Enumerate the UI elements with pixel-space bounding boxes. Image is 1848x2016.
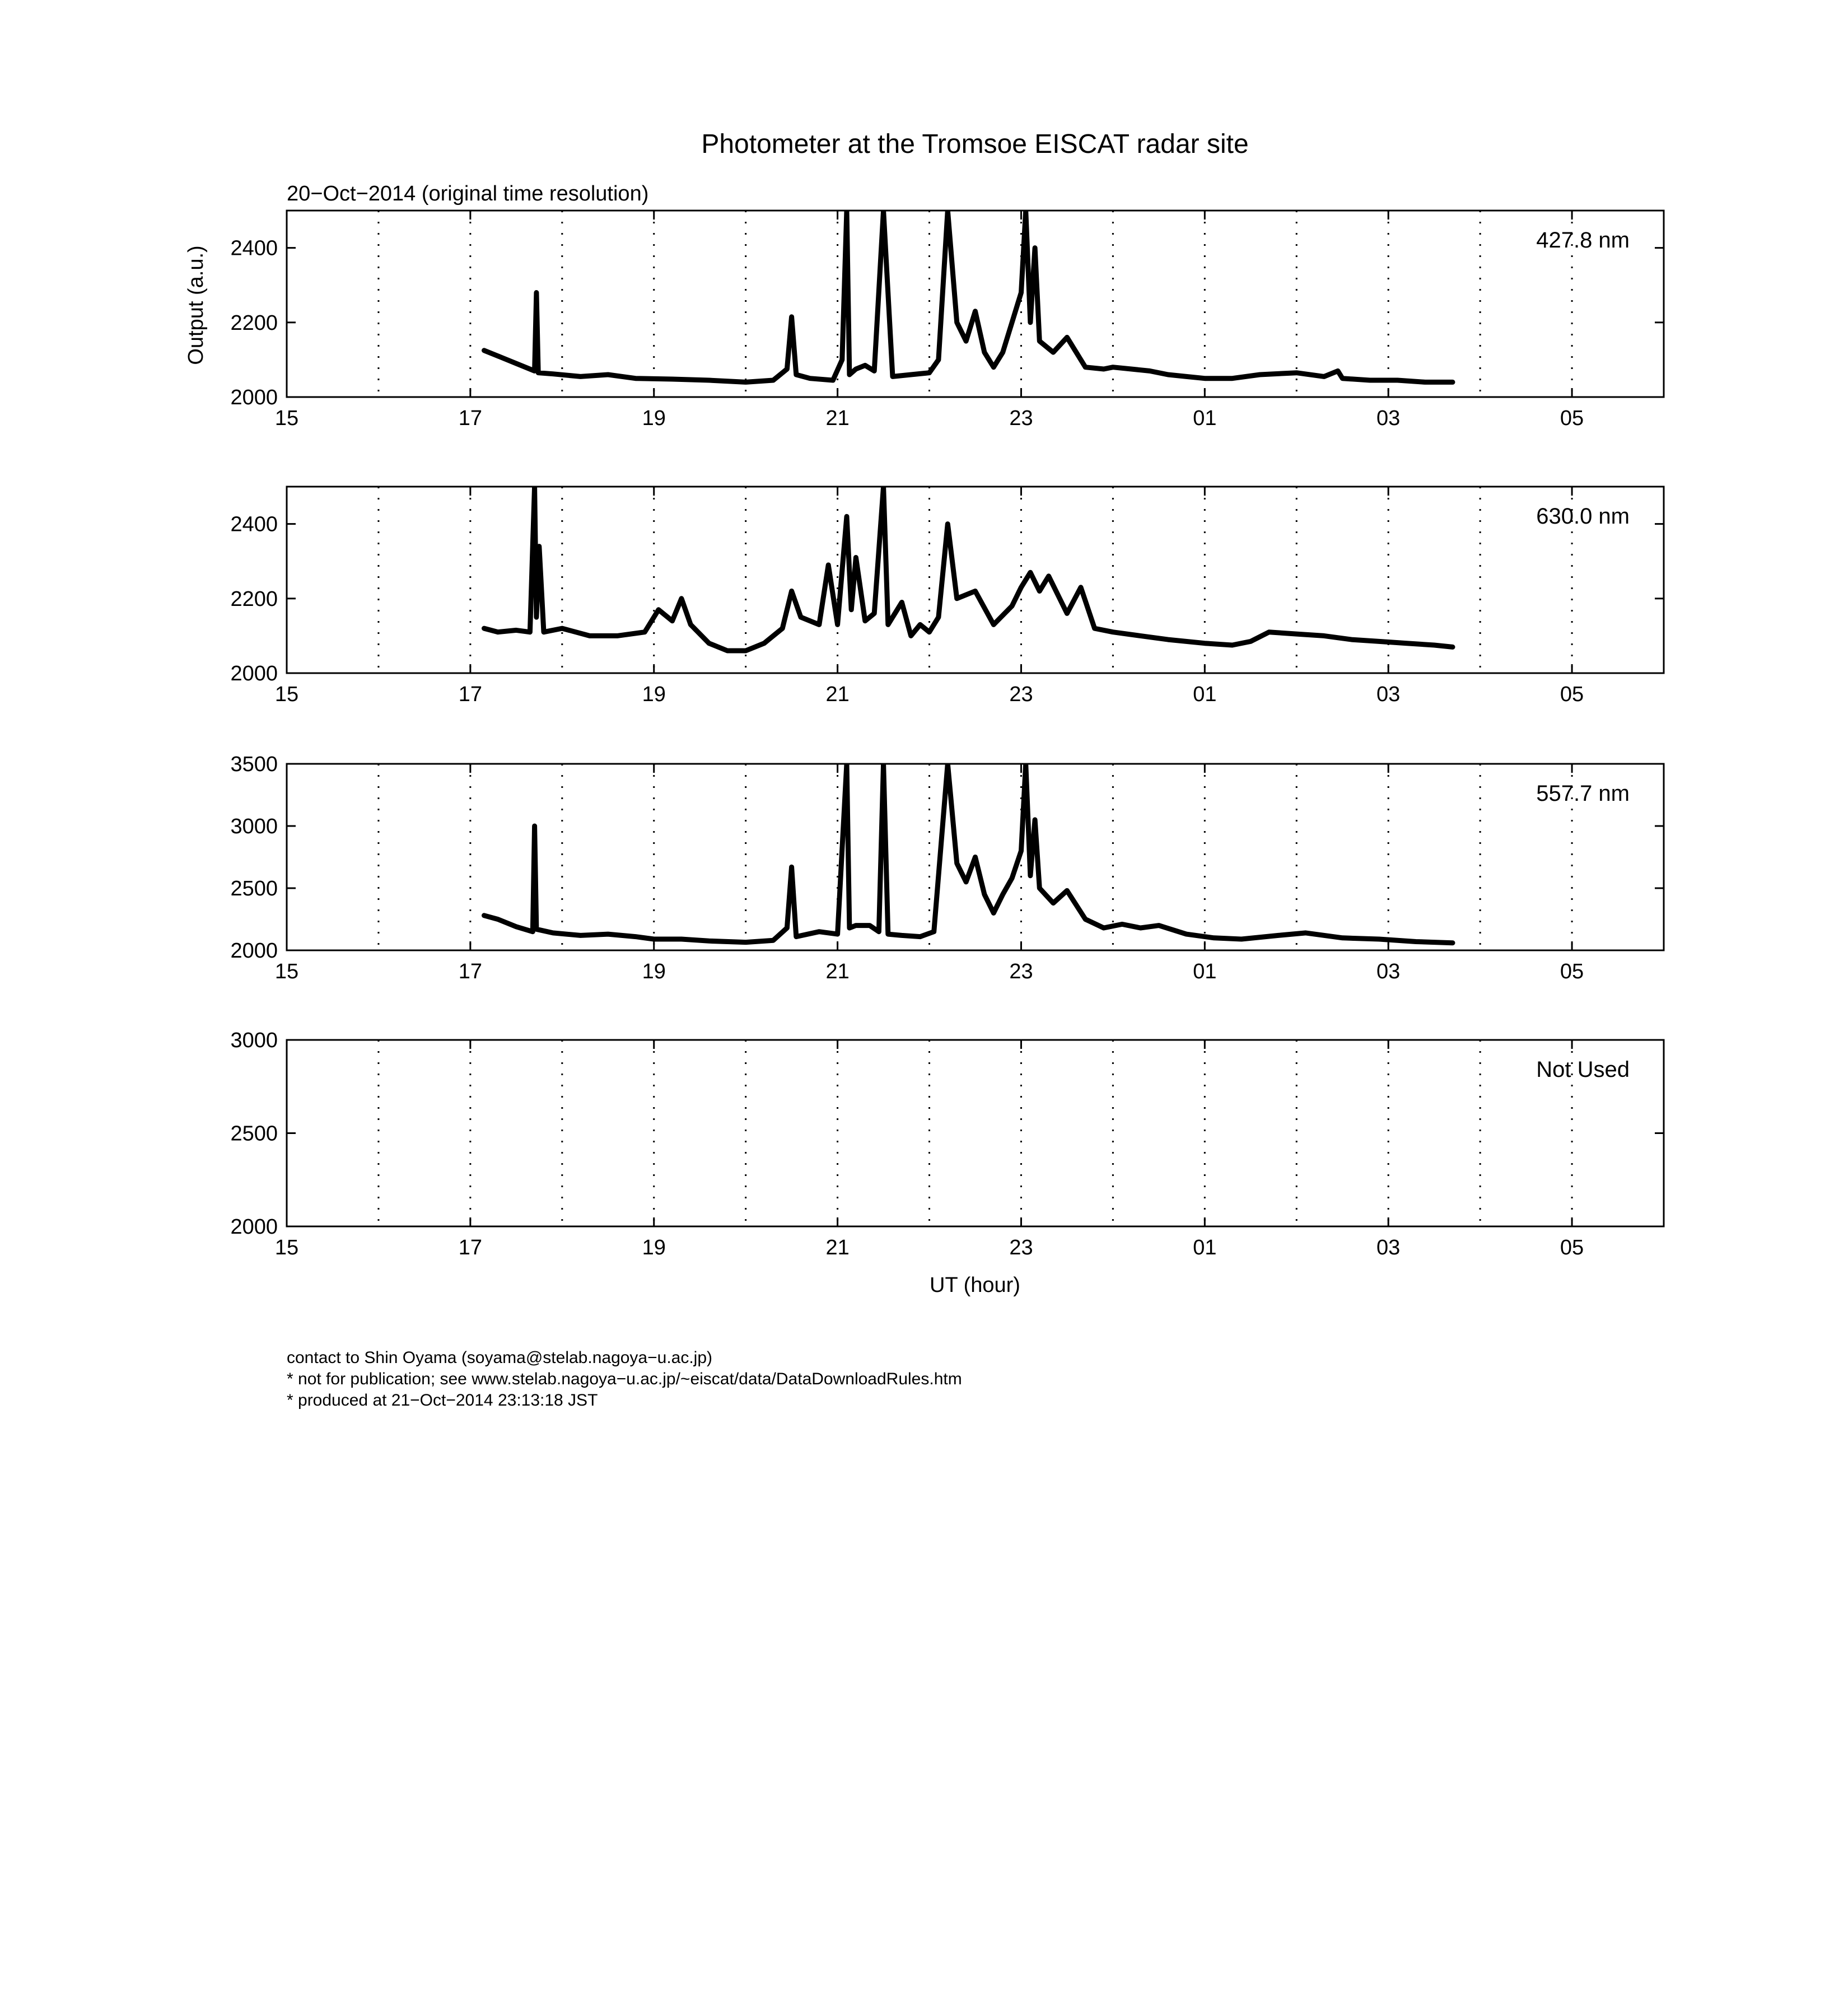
x-tick-label: 23	[1009, 683, 1033, 706]
channel-label: 630.0 nm	[1536, 504, 1630, 529]
panel-frame	[287, 211, 1664, 397]
channel-label: Not Used	[1536, 1057, 1630, 1082]
series-line-2-1	[484, 487, 1453, 651]
y-tick-label: 3500	[230, 753, 278, 776]
x-tick-label: 05	[1560, 407, 1584, 430]
x-tick-label: 15	[274, 683, 299, 706]
y-tick-label: 2000	[230, 939, 278, 963]
y-tick-label: 2000	[230, 662, 278, 685]
y-tick-label: 2000	[230, 1215, 278, 1239]
series-line-3-1	[484, 764, 1453, 943]
x-tick-label: 15	[274, 960, 299, 983]
channel-label: 557.7 nm	[1536, 781, 1630, 806]
panel-3	[230, 753, 1664, 983]
x-axis-label: UT (hour)	[930, 1273, 1020, 1297]
x-tick-label: 21	[825, 407, 850, 430]
channel-label: 427.8 nm	[1536, 228, 1630, 253]
x-tick-label: 03	[1376, 407, 1401, 430]
x-tick-label: 23	[1009, 1236, 1033, 1259]
footer-produced-note: * produced at 21−Oct−2014 23:13:18 JST	[287, 1391, 598, 1410]
y-tick-label: 2200	[230, 311, 278, 335]
x-tick-label: 19	[642, 960, 666, 983]
x-tick-label: 01	[1193, 407, 1217, 430]
series-line-1-1	[484, 211, 1453, 382]
figure-title: Photometer at the Tromsoe EISCAT radar site	[701, 129, 1249, 159]
x-tick-label: 03	[1376, 683, 1401, 706]
y-tick-label: 2500	[230, 877, 278, 900]
x-tick-label: 17	[458, 960, 483, 983]
x-tick-label: 23	[1009, 407, 1033, 430]
x-tick-label: 01	[1193, 683, 1217, 706]
x-tick-label: 01	[1193, 960, 1217, 983]
panel-frame	[287, 487, 1664, 673]
y-tick-label: 3000	[230, 1029, 278, 1052]
x-tick-label: 17	[458, 407, 483, 430]
panel-4	[230, 1029, 1664, 1259]
x-tick-label: 17	[458, 683, 483, 706]
x-tick-label: 01	[1193, 1236, 1217, 1259]
x-tick-label: 15	[274, 1236, 299, 1259]
x-tick-label: 05	[1560, 960, 1584, 983]
panels	[230, 211, 1664, 1259]
x-tick-label: 03	[1376, 1236, 1401, 1259]
x-tick-label: 23	[1009, 960, 1033, 983]
x-tick-label: 21	[825, 1236, 850, 1259]
panel-2	[230, 487, 1664, 706]
figure-subtitle: 20−Oct−2014 (original time resolution)	[287, 182, 649, 206]
y-tick-label: 2000	[230, 386, 278, 409]
panel-frame	[287, 1040, 1664, 1226]
x-tick-label: 05	[1560, 683, 1584, 706]
y-tick-label: 3000	[230, 815, 278, 838]
x-tick-label: 03	[1376, 960, 1401, 983]
x-tick-label: 21	[825, 683, 850, 706]
x-tick-label: 05	[1560, 1236, 1584, 1259]
y-tick-label: 2500	[230, 1122, 278, 1146]
x-tick-label: 15	[274, 407, 299, 430]
x-tick-label: 19	[642, 407, 666, 430]
y-tick-label: 2400	[230, 236, 278, 260]
footer-notes	[287, 1347, 962, 1411]
y-axis-label: Output (a.u.)	[184, 245, 208, 365]
panel-1	[230, 211, 1664, 430]
footer-rules-note: * not for publication; see www.stelab.nagoya−u.ac.jp/~eiscat/data/DataDownloadRules.htm	[287, 1370, 962, 1388]
x-tick-label: 19	[642, 683, 666, 706]
x-tick-label: 17	[458, 1236, 483, 1259]
y-tick-label: 2400	[230, 512, 278, 536]
footer-contact: contact to Shin Oyama (soyama@stelab.nagoya−u.ac.jp)	[287, 1348, 713, 1367]
y-tick-label: 2200	[230, 587, 278, 611]
x-tick-label: 21	[825, 960, 850, 983]
x-tick-label: 19	[642, 1236, 666, 1259]
